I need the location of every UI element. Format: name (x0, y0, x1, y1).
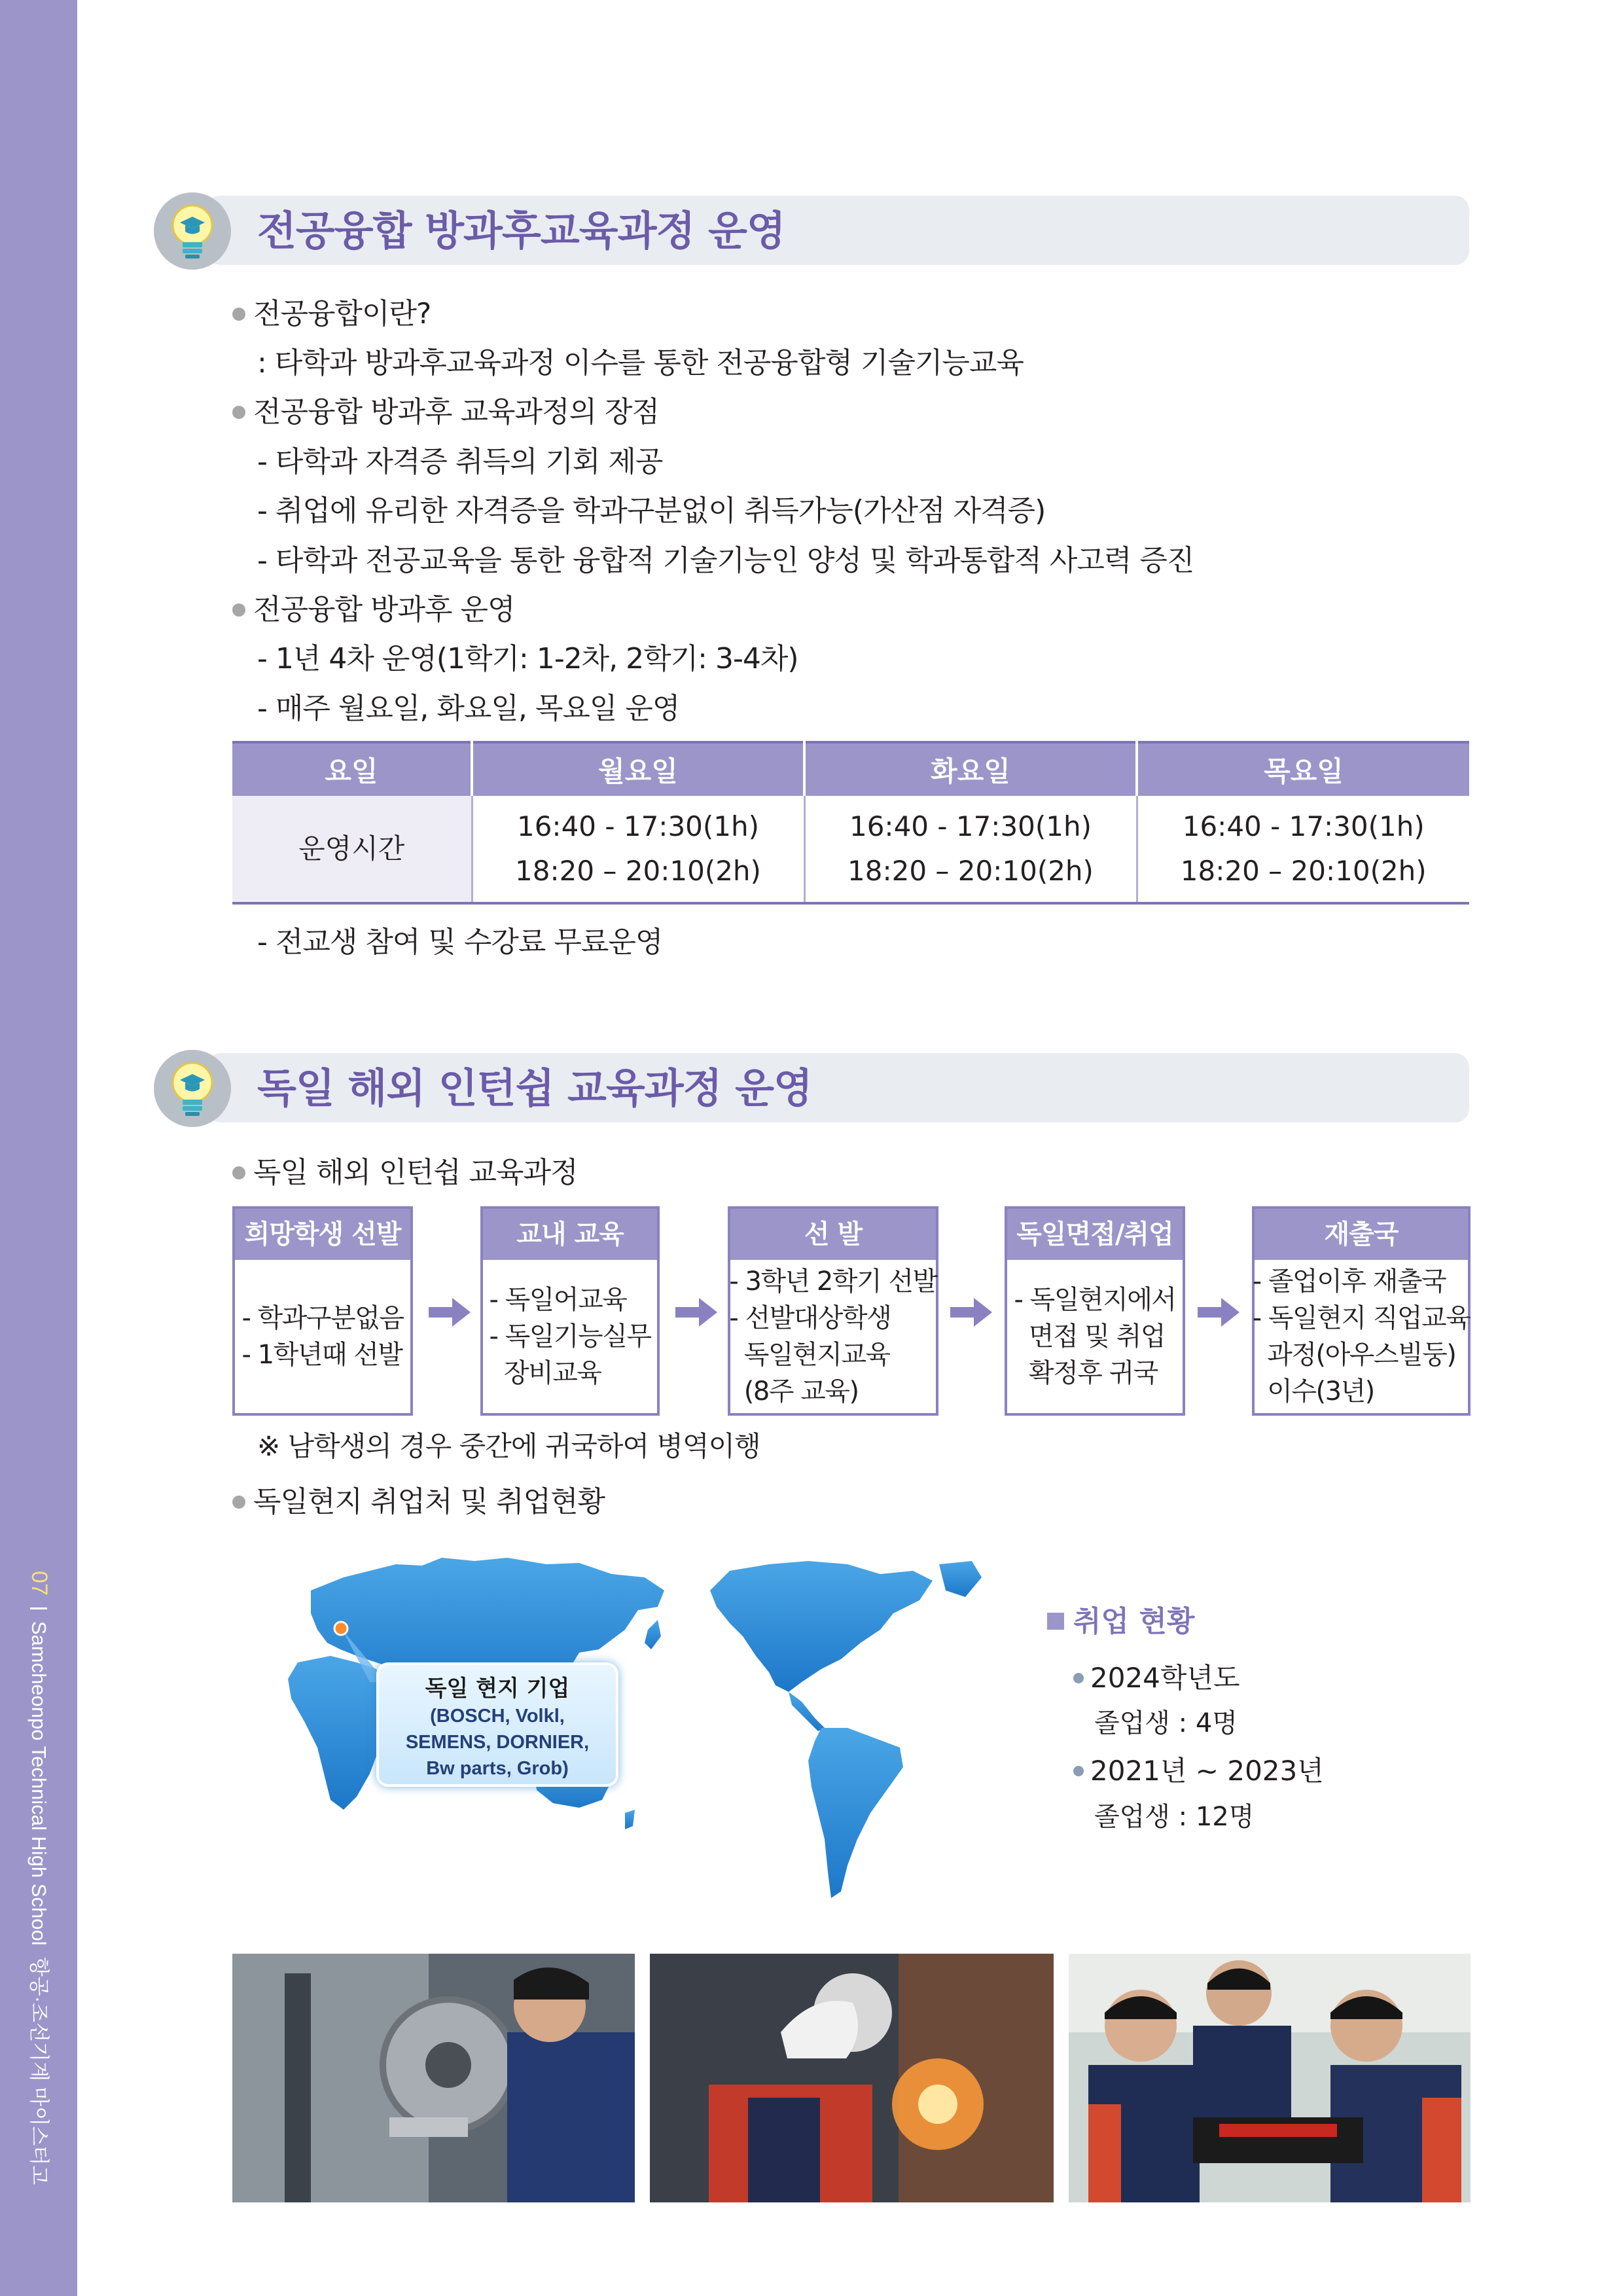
table-header: 요일 (232, 742, 472, 796)
flow-step-body: - 3학년 2학기 선발 - 선발대상학생 독일현지교육 (8주 교육) (729, 1266, 937, 1407)
arrow-right-icon (948, 1293, 995, 1332)
employment-count: 졸업생 : 4명 (1094, 1708, 1238, 1738)
flow-step (728, 1206, 938, 1416)
text-line: - 1년 4차 운영(1학기: 1-2차, 2학기: 3-4차) (257, 642, 798, 675)
time-slot: 16:40 - 17:30(1h) (1182, 810, 1425, 842)
employment-year: 2024학년도 (1073, 1659, 1240, 1698)
arrow-right-icon (426, 1293, 473, 1332)
flow-step-header: 희망학생 선발 (235, 1209, 410, 1260)
table-header: 화요일 (804, 742, 1137, 796)
flow-step-body: - 졸업이후 재출국 - 독일현지 직업교육 과정(아우스빌둥) 이수(3년) (1252, 1266, 1471, 1407)
bullet-item: 독일현지 취업처 및 취업현황 (232, 1482, 605, 1522)
flow-step (1005, 1206, 1185, 1416)
school-name: Samcheonpo Technical High School (27, 1621, 50, 1946)
employment-title: 취업 현황 (1047, 1602, 1194, 1641)
flow-step-body: - 독일현지에서 면접 및 취업 확정후 귀국 (1014, 1285, 1176, 1388)
time-slot: 16:40 - 17:30(1h) (516, 810, 760, 842)
arrow-right-icon (673, 1293, 720, 1332)
flow-step-body: - 학과구분없음 - 1학년때 선발 (241, 1303, 404, 1370)
bullet-item: 전공융합 방과후 운영 (232, 590, 515, 630)
section-title: 전공융합 방과후교육과정 운영 (257, 207, 785, 255)
bullet-item: 전공융합 방과후 교육과정의 장점 (232, 393, 659, 432)
table-cell (804, 796, 1137, 903)
time-slot: 18:20 – 20:10(2h) (1180, 855, 1427, 887)
photo-drone-assembly (1069, 1954, 1471, 2202)
flow-step (480, 1206, 660, 1416)
time-slot: 18:20 – 20:10(2h) (847, 855, 1094, 887)
table-row (232, 796, 1469, 903)
flow-step-header: 재출국 (1255, 1209, 1468, 1260)
table-cell (472, 796, 804, 903)
flow-step-header: 선 발 (730, 1209, 936, 1260)
flow-step-body: - 독일어교육 - 독일기능실무 장비교육 (489, 1285, 651, 1388)
time-slot: 18:20 – 20:10(2h) (515, 855, 761, 887)
photo-welding (650, 1954, 1054, 2202)
table-note: - 전교생 참여 및 수강료 무료운영 (257, 925, 663, 959)
row-label: 운영시간 (232, 796, 472, 903)
table-cell (1137, 796, 1469, 903)
lightbulb-icon (154, 192, 231, 270)
text-line: - 타학과 자격증 취득의 기회 제공 (257, 445, 663, 478)
lightbulb-icon (154, 1050, 231, 1127)
flow-step (1252, 1206, 1471, 1416)
flow-step-header: 교내 교육 (483, 1209, 657, 1260)
table-header: 목요일 (1137, 742, 1469, 796)
text-line: - 타학과 전공교육을 통한 융합적 기술기능인 양성 및 학과통합적 사고력 증진 (257, 544, 1194, 577)
callout-title: 독일 현지 기업 (425, 1676, 570, 1702)
text-line: - 매주 월요일, 화요일, 목요일 운영 (257, 692, 680, 725)
photo-cnc-machine (232, 1954, 635, 2202)
flow-step (232, 1206, 413, 1416)
section-title: 독일 해외 인턴쉽 교육과정 운영 (257, 1064, 812, 1112)
school-name-ko: 항공·조선기계 마이스터고 (27, 1956, 50, 2185)
section-header-convergence (154, 192, 1469, 270)
employment-count: 졸업생 : 12명 (1094, 1802, 1255, 1832)
time-slot: 16:40 - 17:30(1h) (849, 810, 1092, 842)
text-line: : 타학과 방과후교육과정 이수를 통한 전공융합형 기술기능교육 (257, 346, 1024, 380)
section-header-internship (154, 1050, 1469, 1127)
table-header: 월요일 (472, 742, 804, 796)
schedule-table (232, 741, 1469, 905)
employment-year: 2021년 ~ 2023년 (1073, 1751, 1324, 1791)
table-header-row (232, 742, 1469, 796)
flow-note: ※ 남학생의 경우 중간에 귀국하여 병역이행 (257, 1430, 760, 1462)
page-number: 07 (27, 1571, 52, 1596)
map-callout (376, 1662, 618, 1787)
side-caption (26, 1571, 52, 2225)
bullet-item: 전공융합이란? (232, 295, 431, 334)
divider (30, 1607, 47, 1609)
bullet-item: 독일 해외 인턴쉽 교육과정 (232, 1153, 578, 1193)
callout-companies: (BOSCH, Volkl, SEMENS, DORNIER, Bw parts, Grob) (405, 1706, 590, 1779)
arrow-right-icon (1195, 1293, 1242, 1332)
flow-step-header: 독일면접/취업 (1007, 1209, 1183, 1260)
text-line: - 취업에 유리한 자격증을 학과구분없이 취득가능(가산점 자격증) (257, 494, 1046, 528)
